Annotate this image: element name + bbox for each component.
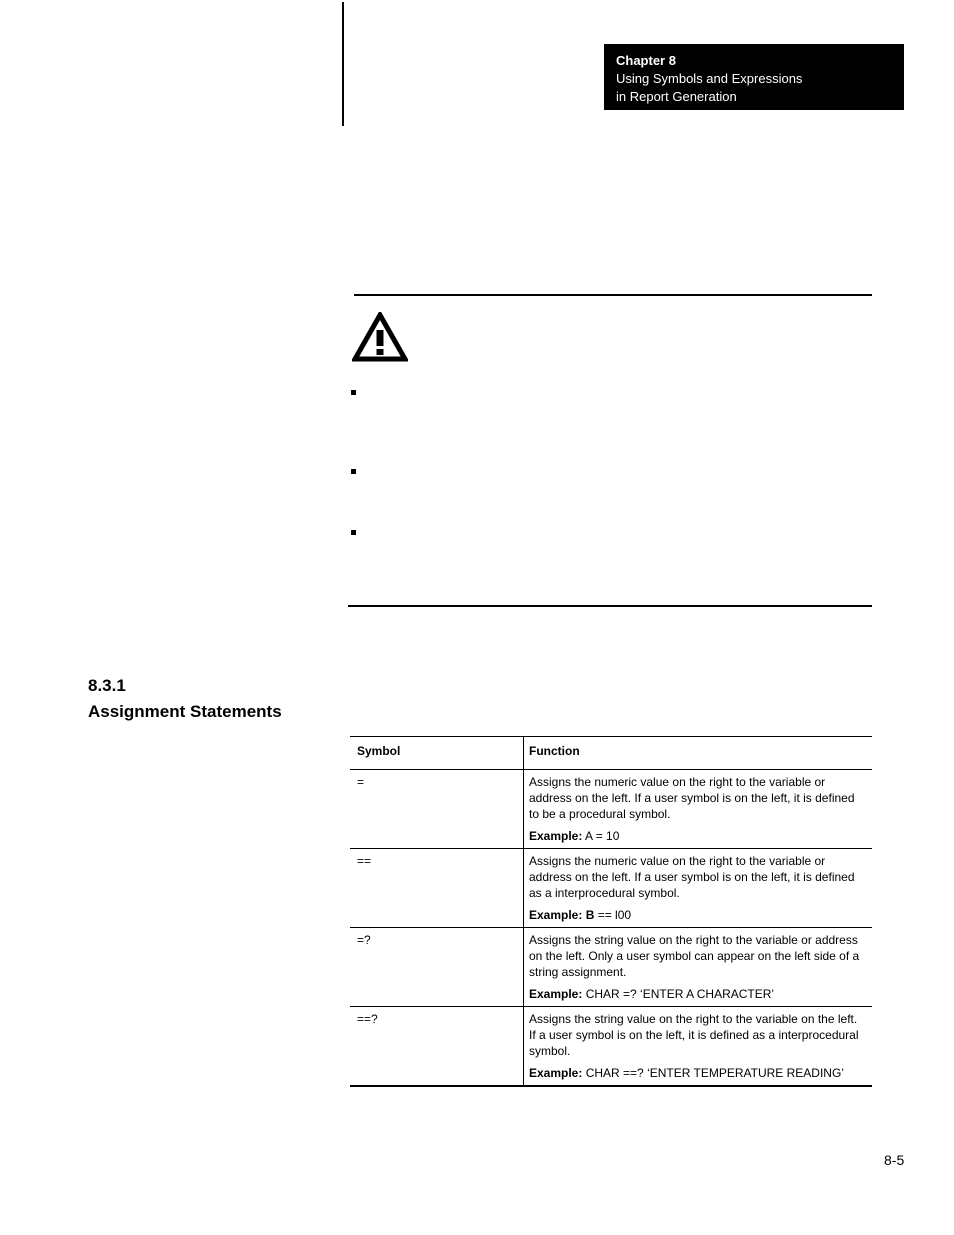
function-cell xyxy=(524,928,872,1006)
section-title: Assignment Statements xyxy=(88,702,282,721)
table-header-row xyxy=(350,737,872,770)
symbol-cell: =? xyxy=(350,928,524,1006)
example-line xyxy=(529,828,866,844)
example-line xyxy=(529,907,866,923)
example-label: Example: xyxy=(529,987,583,1001)
function-text: Assigns the numeric value on the right to the variable or address on the left. If a user symbol is on the left, it is defined as a interprocedural symbol. xyxy=(529,854,855,900)
page-number: 8-5 xyxy=(884,1152,905,1168)
warning-triangle-icon xyxy=(352,312,408,362)
symbol-cell: = xyxy=(350,770,524,848)
bullet-marker xyxy=(351,530,356,535)
bullet-marker xyxy=(351,469,356,474)
bullet-marker xyxy=(351,390,356,395)
symbol-cell: == xyxy=(350,849,524,927)
example-label: Example: B xyxy=(529,908,595,922)
header-symbol: Symbol xyxy=(350,737,524,769)
function-cell xyxy=(524,770,872,848)
table-row xyxy=(350,927,872,1006)
example-value: CHAR ==? ‘ENTER TEMPERATURE READING’ xyxy=(585,1066,844,1080)
table-row xyxy=(350,1006,872,1085)
example-label: Example: xyxy=(529,1066,583,1080)
table-row xyxy=(350,770,872,848)
margin-bar xyxy=(342,2,344,126)
example-line xyxy=(529,986,866,1002)
symbol-cell: ==? xyxy=(350,1007,524,1085)
chapter-number: Chapter 8 xyxy=(616,53,676,68)
chapter-title-line-2: in Report Generation xyxy=(616,89,737,104)
header-function: Function xyxy=(529,744,580,758)
assignment-table xyxy=(350,736,872,1087)
function-cell xyxy=(524,849,872,927)
example-value: == l00 xyxy=(597,908,632,922)
function-text: Assigns the numeric value on the right to the variable or address on the left. If a user symbol is on the left, it is defined to be a procedural symbol. xyxy=(529,775,855,821)
attention-top-rule xyxy=(354,294,872,296)
section-number: 8.3.1 xyxy=(88,676,126,695)
example-value: CHAR =? ‘ENTER A CHARACTER’ xyxy=(585,987,775,1001)
example-line xyxy=(529,1065,866,1081)
example-value: A = 10 xyxy=(585,829,620,843)
attention-bottom-rule xyxy=(348,605,872,607)
function-text: Assigns the string value on the right to the variable or address on the left. Only a user symbol can appear on the left side of a string assignment. xyxy=(529,933,860,979)
chapter-title-line-1: Using Symbols and Expressions xyxy=(616,71,803,86)
function-text: Assigns the string value on the right to the variable on the left. If a user symbol is on the left, it is defined as a interprocedural symbol. xyxy=(529,1012,859,1058)
example-label: Example: xyxy=(529,829,583,843)
function-cell xyxy=(524,1007,872,1085)
table-row xyxy=(350,848,872,927)
chapter-header xyxy=(604,44,904,110)
